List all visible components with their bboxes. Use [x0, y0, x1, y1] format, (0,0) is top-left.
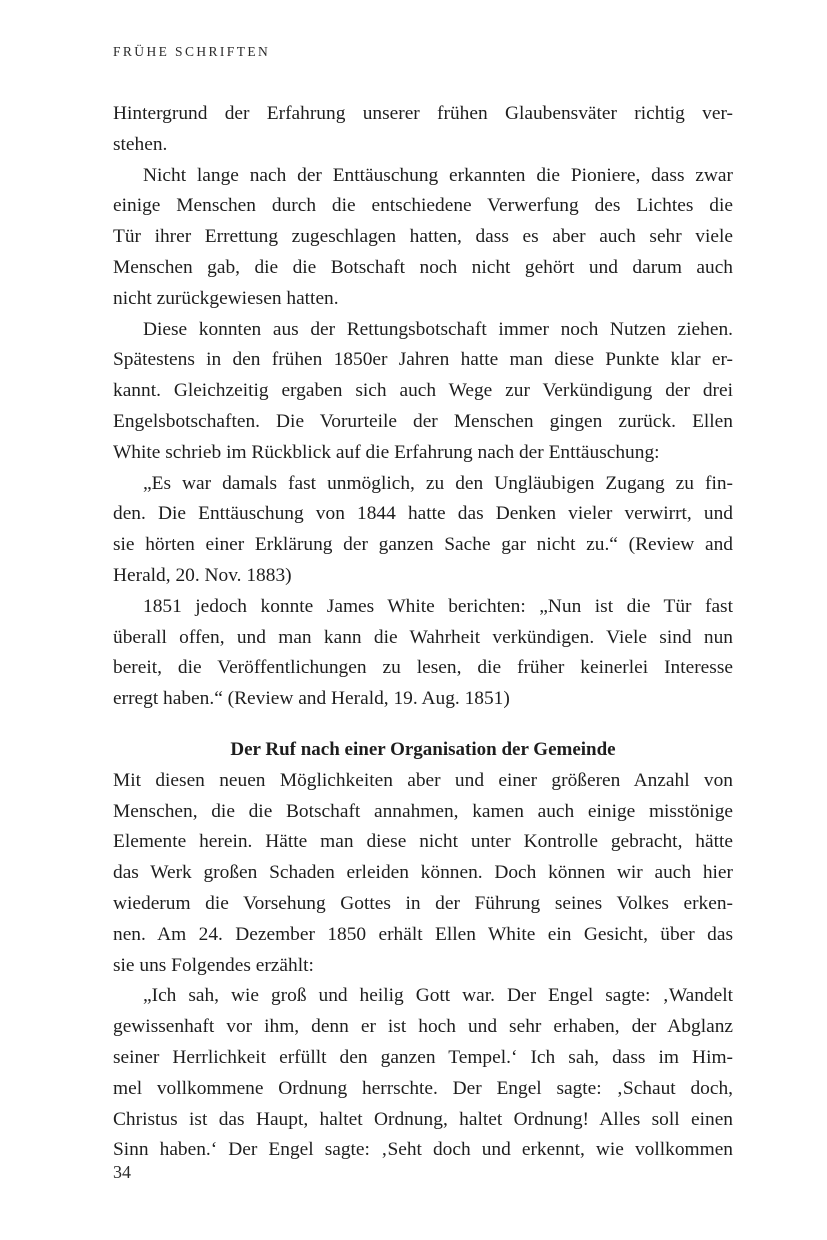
text-line: Menschen gab, die die Botschaft noch nicht gehört und darum auch — [113, 256, 733, 278]
text-line: bereit, die Veröffentlichungen zu lesen, die früher keinerlei Interesse — [113, 657, 733, 679]
text-line: Nicht lange nach der Enttäuschung erkannten die Pioniere, dass zwar — [143, 164, 733, 186]
quote-paragraph — [113, 981, 733, 1166]
paragraph — [113, 315, 733, 469]
text-line: „Es war damals fast unmöglich, zu den Ungläubigen Zugang zu fin- — [143, 472, 733, 494]
text-line: Diese konnten aus der Rettungsbotschaft immer noch Nutzen ziehen. — [143, 318, 733, 340]
text-line: Hintergrund der Erfahrung unserer frühen Glaubensväter richtig ver- — [113, 103, 733, 124]
body-text — [113, 99, 733, 1166]
text-line: das Werk großen Schaden erleiden können. Doch können wir auch hier — [113, 862, 733, 884]
text-line: erregt haben.“ (Review and Herald, 19. Aug. 1851) — [113, 688, 510, 710]
text-line: sie hörten einer Erklärung der ganzen Sache gar nicht zu.“ (Review and — [113, 534, 733, 556]
paragraph — [113, 766, 733, 982]
text-line: einige Menschen durch die entschiedene Verwerfung des Lichtes die — [113, 195, 733, 217]
text-line: Spätestens in den frühen 1850er Jahren hatte man diese Punkte klar er- — [113, 349, 733, 371]
running-header: FRÜHE SCHRIFTEN — [113, 44, 271, 59]
text-line: „Ich sah, wie groß und heilig Gott war. Der Engel sagte: ‚Wandelt — [143, 985, 733, 1007]
text-line: Menschen, die die Botschaft annahmen, kamen auch einige misstönige — [113, 800, 733, 822]
paragraph — [113, 99, 733, 161]
text-line: gewissenhaft vor ihm, denn er ist hoch und sehr erhaben, der Abglanz — [113, 1016, 733, 1038]
text-line: Mit diesen neuen Möglichkeiten aber und einer größeren Anzahl von — [113, 769, 733, 791]
text-line: seiner Herrlichkeit erfüllt den ganzen Tempel.‘ Ich sah, dass im Him- — [113, 1046, 733, 1068]
paragraph — [113, 161, 733, 315]
text-line: Engelsbotschaften. Die Vorurteile der Menschen gingen zurück. Ellen — [113, 410, 733, 432]
text-line: Herald, 20. Nov. 1883) — [113, 564, 292, 586]
text-line: den. Die Enttäuschung von 1844 hatte das Denken vieler verwirrt, und — [113, 503, 733, 525]
text-line: Christus ist das Haupt, haltet Ordnung, haltet Ordnung! Alles soll einen — [113, 1108, 733, 1130]
text-line: Elemente herein. Hätte man diese nicht unter Kontrolle gebracht, hätte — [113, 831, 733, 853]
text-line: nicht zurückgewiesen hatten. — [113, 287, 339, 309]
text-line: nen. Am 24. Dezember 1850 erhält Ellen White ein Gesicht, über das — [113, 923, 733, 945]
section-heading: Der Ruf nach einer Organisation der Gemeinde — [230, 738, 616, 760]
page-number: 34 — [113, 1162, 131, 1182]
text-line: Sinn haben.‘ Der Engel sagte: ‚Seht doch und erkennt, wie vollkommen — [113, 1139, 733, 1161]
text-line: überall offen, und man kann die Wahrheit verkündigen. Viele sind nun — [113, 626, 733, 648]
text-line: White schrieb im Rückblick auf die Erfahrung nach der Enttäuschung: — [113, 441, 660, 463]
text-line: sie uns Folgendes erzählt: — [113, 954, 314, 976]
text-line: 1851 jedoch konnte James White berichten: „Nun ist die Tür fast — [143, 595, 733, 617]
text-line: stehen. — [113, 133, 168, 155]
text-line: Tür ihrer Errettung zugeschlagen hatten, dass es aber auch sehr viele — [113, 226, 733, 248]
text-line: kannt. Gleichzeitig ergaben sich auch Wege zur Verkündigung der drei — [113, 380, 733, 402]
paragraph — [113, 592, 733, 715]
text-line: mel vollkommene Ordnung herrschte. Der Engel sagte: ‚Schaut doch, — [113, 1077, 733, 1099]
quote-paragraph — [113, 469, 733, 592]
text-line: wiederum die Vorsehung Gottes in der Führung seines Volkes erken- — [113, 892, 733, 914]
